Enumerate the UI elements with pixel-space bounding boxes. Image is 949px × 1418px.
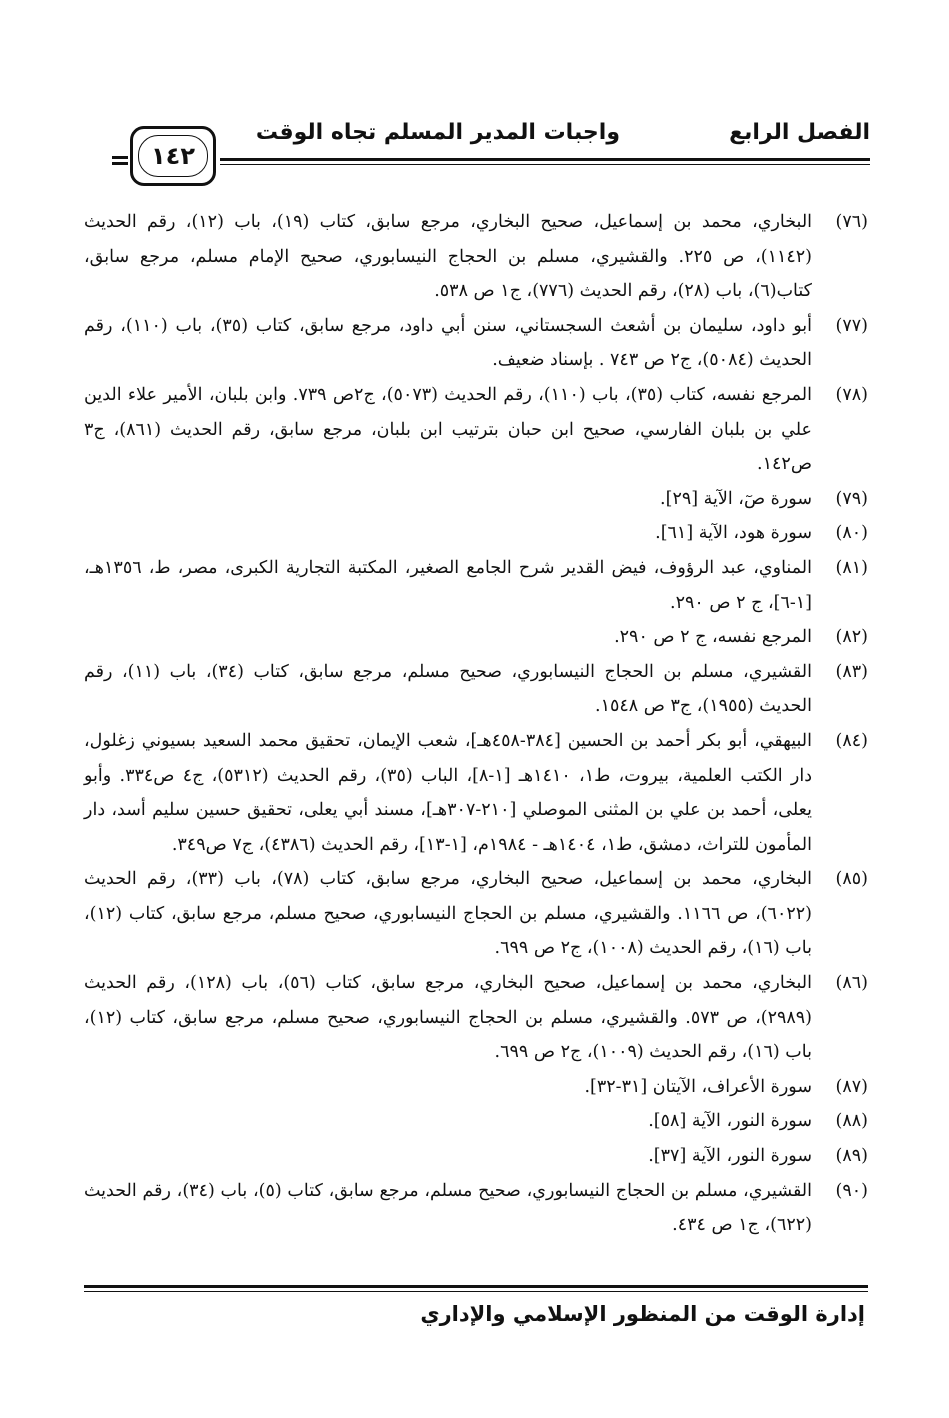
footnote-text: سورة الأعراف، الآيتان [٣١-٣٢]. [584, 1076, 812, 1097]
header-rule [220, 158, 870, 161]
footnote-text: سورة صٓ، الآية [٢٩]. [660, 488, 812, 509]
footnote-number: (٨٤) [835, 730, 868, 751]
footnote-number: (٨١) [835, 557, 868, 578]
chapter-title: الفصل الرابع [729, 120, 870, 145]
footnote-text: القشيري، مسلم بن الحجاج النيسابوري، صحيح مسلم، مرجع سابق، كتاب (٣٤)، باب (١١)، رقم الحديث (١٩٥٥)، ج٣ ص ١٥٤٨. [84, 661, 812, 717]
footnote-number: (٨٢) [835, 627, 868, 648]
footnote-item [84, 1104, 868, 1139]
footnote-number: (٧٨) [835, 384, 868, 405]
footnote-number: (٧٦) [835, 212, 868, 232]
page-number-frame [130, 126, 216, 186]
footnote-item [84, 482, 868, 517]
footnote-item [84, 620, 868, 655]
footnote-number: (٨٣) [835, 661, 868, 682]
footnote-item [84, 378, 868, 482]
book-title-footer: إدارة الوقت من المنظور الإسلامي والإداري [420, 1302, 865, 1326]
footnote-number: (٨٥) [835, 869, 868, 890]
footnote-number: (٨٧) [835, 1076, 868, 1097]
footnote-item [84, 724, 868, 862]
footnote-number: (٨٩) [835, 1146, 868, 1167]
footnote-text: أبو داود، سليمان بن أشعث السجستاني، سنن أبي داود، مرجع سابق، كتاب (٣٥)، باب (١١٠)، رقم الحديث (٥٠٨٤)، ج٢ ص ٧٤٣ . بإسناد ضعيف. [84, 315, 812, 371]
footnote-text: سورة هود، الآية [٦١]. [655, 523, 812, 544]
footnote-text: البخاري، محمد بن إسماعيل، صحيح البخاري، مرجع سابق، كتاب (٥٦)، باب (١٢٨)، رقم الحديث (٢٩٨٩)، ص ٥٧٣. والقشيري، مسلم بن الحجاج النيسابوري، صحيح مسلم، مرجع سابق، كتاب (١٢)، باب (١٦)، رقم الحديث (١٠٠٩)، ج٢ ص ٦٩٩. [84, 973, 812, 1063]
footnote-number: (٧٧) [835, 315, 868, 336]
footnote-item [84, 966, 868, 1070]
footnote-text: البخاري، محمد بن إسماعيل، صحيح البخاري، مرجع سابق، كتاب (٧٨)، باب (٣٣)، رقم الحديث (٦٠٢٢)، ص ١١٦٦. والقشيري، مسلم بن الحجاج النيسابوري، صحيح مسلم، مرجع سابق، كتاب (١٢)، باب (١٦)، رقم الحديث (١٠٠٨)، ج٢ ص ٦٩٩. [84, 869, 813, 959]
footnote-number: (٨٨) [835, 1111, 868, 1132]
footnote-item [84, 655, 868, 724]
badge-dash [112, 156, 128, 159]
footnote-item [84, 516, 868, 551]
footnote-item [84, 1174, 868, 1243]
footer-rule-thin [84, 1291, 868, 1292]
page-number-badge [112, 126, 212, 184]
footnote-item [84, 862, 868, 966]
footnote-text: القشيري، مسلم بن الحجاج النيسابوري، صحيح مسلم، مرجع سابق، كتاب (٥)، باب (٣٤)، رقم الحديث (٦٢٢)، ج١ ص ٤٣٤. [84, 1180, 812, 1236]
footnote-text: سورة النور، الآية [٣٧]. [648, 1146, 812, 1167]
footnote-text: المرجع نفسه، ج ٢ ص ٢٩٠. [614, 627, 812, 648]
footnote-text: المناوي، عبد الرؤوف، فيض القدير شرح الجامع الصغير، المكتبة التجارية الكبرى، مصر، ط، ١٣٥٦هـ، [١-٦]، ج ٢ ص ٢٩٠. [84, 557, 812, 613]
footnote-item [84, 551, 868, 620]
footnote-number: (٧٩) [835, 488, 868, 509]
footnote-text: البخاري، محمد بن إسماعيل، صحيح البخاري، مرجع سابق، كتاب (١٩)، باب (١٢)، رقم الحديث (١١٤٢)، ص ٢٢٥. والقشيري، مسلم بن الحجاج النيسابوري، صحيح الإمام مسلم، مرجع سابق، كتاب(٦)، باب (٢٨)، رقم الحديث (٧٧٦)، ج١ ص ٥٣٨. [84, 212, 813, 302]
footnote-text: البيهقي، أبو بكر أحمد بن الحسين [٣٨٤-٤٥٨هـ]، شعب الإيمان، تحقيق محمد السعيد بسيوني زغلول، دار الكتب العلمية، بيروت، ط١، ١٤١٠هـ [١-٨]، الباب (٣٥)، رقم الحديث (٥٣١٢)، ج٤ ص٣٣٤. وأبو يعلى، أحمد بن علي بن المثنى الموصلي [٢١٠-٣٠٧هـ]، مسند أبي يعلى، تحقيق حسين سليم أسد، دار المأمون للتراث، دمشق، ط١، ١٤٠٤هـ - ١٩٨٤م، [١-١٣]، رقم الحديث (٤٣٨٦)، ج٧ ص٣٤٩. [84, 730, 813, 855]
footnote-text: المرجع نفسه، كتاب (٣٥)، باب (١١٠)، رقم الحديث (٥٠٧٣)، ج٢ص ٧٣٩. وابن بلبان، الأمير علاء الدين علي بن بلبان الفارسي، صحيح ابن حبان بترتيب ابن بلبان، مرجع سابق، رقم الحديث (٨٦١)، ج٣ ص١٤٢. [84, 384, 812, 475]
header-rule-thin [220, 164, 870, 165]
footnote-item [84, 205, 868, 309]
running-title: واجبات المدير المسلم تجاه الوقت [255, 120, 620, 145]
footnotes-list [84, 205, 868, 1243]
footnote-number: (٨٠) [835, 523, 868, 544]
footnote-number: (٩٠) [835, 1180, 868, 1201]
page-number: ١٤٢ [138, 135, 208, 177]
badge-dash-lower [112, 162, 128, 165]
footnote-item [84, 1070, 868, 1105]
footer-rule [84, 1285, 868, 1288]
footnote-number: (٨٦) [835, 973, 868, 994]
footnote-item [84, 309, 868, 378]
page-header [80, 112, 870, 192]
footnote-text: سورة النور، الآية [٥٨]. [648, 1111, 812, 1132]
footnote-item [84, 1139, 868, 1174]
